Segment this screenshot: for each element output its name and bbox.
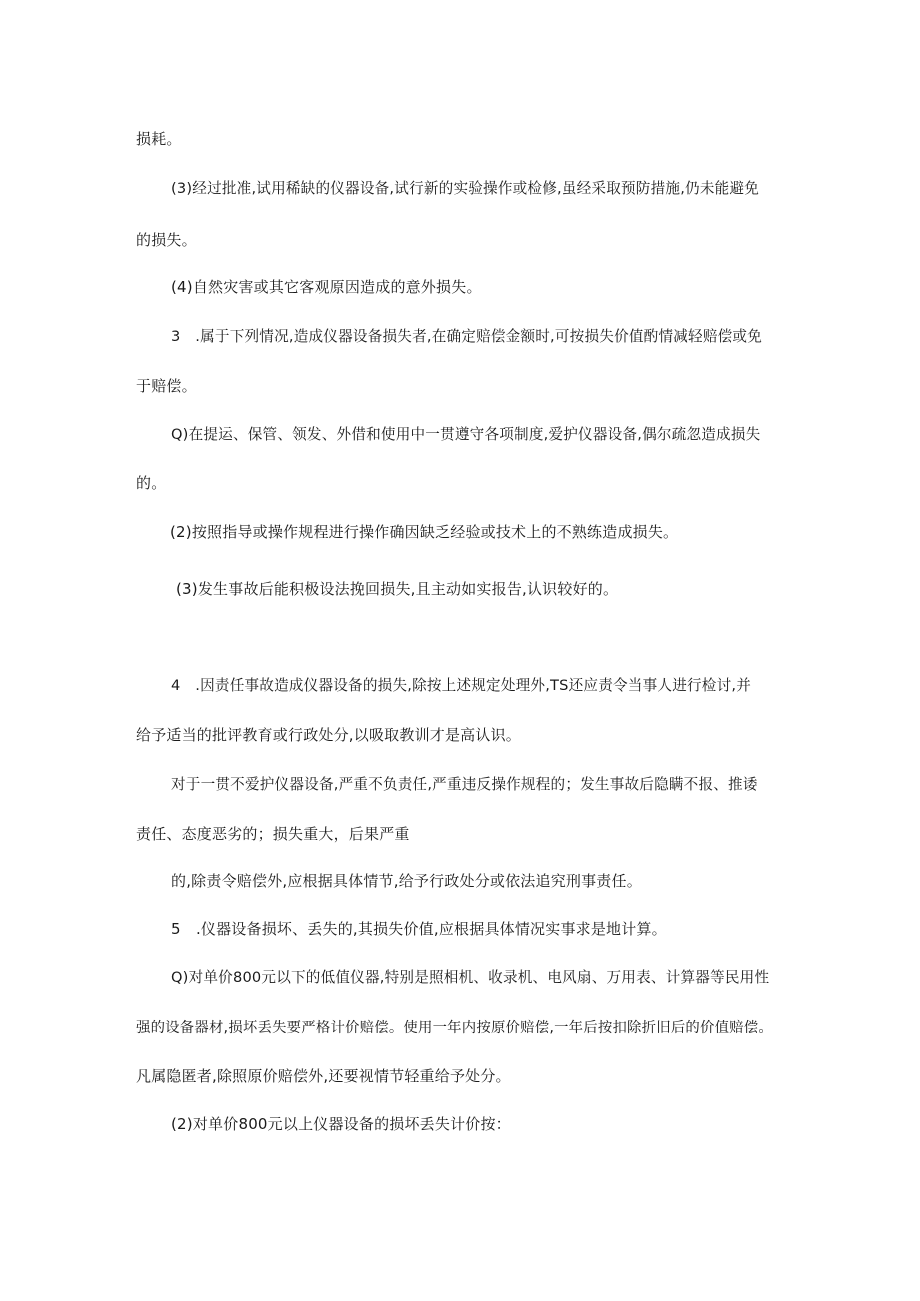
text-line-19: 凡属隐匿者,除照原价赔偿外,还要视情节轻重给予处分。	[136, 1067, 511, 1085]
text-line-20: (2)对单价800元以上仪器设备的损坏丢失计价按：	[171, 1115, 511, 1133]
text-line-15: 的,除责令赔偿外,应根据具体情节,给予行政处分或依法追究刑事责任。	[171, 872, 642, 890]
text-line-6: 于赔偿。	[136, 377, 197, 395]
text-line-16: 5 .仪器设备损坏、丢失的,其损失价值,应根据具体情况实事求是地计算。	[171, 920, 667, 938]
text-line-5: 3 .属于下列情况,造成仪器设备损失者,在确定赔偿金额时,可按损失价值酌情减轻赔偿或免	[171, 328, 763, 345]
text-line-18: 强的设备器材,损坏丢失要严格计价赔偿。使用一年内按原价赔偿,一年后按扣除折旧后的价值赔偿。	[136, 1020, 773, 1036]
text-line-3: 的损失。	[136, 231, 197, 249]
text-line-2: (3)经过批准,试用稀缺的仪器设备,试行新的实验操作或检修,虽经采取预防措施,仍未能避免	[171, 180, 759, 197]
text-line-1: 损耗。	[136, 130, 182, 148]
text-line-11: 4 .因责任事故造成仪器设备的损失,除按上述规定处理外,TS还应责令当事人进行检讨,并	[171, 677, 751, 694]
text-line-17: Q)对单价800元以下的低值仪器,特别是照相机、收录机、电风扇、万用表、计算器等民用性	[171, 969, 770, 986]
text-line-7: Q)在提运、保管、领发、外借和使用中一贯遵守各项制度,爱护仪器设备,偶尔疏忽造成损失	[171, 426, 761, 443]
text-line-4: (4)自然灾害或其它客观原因造成的意外损失。	[171, 278, 482, 296]
text-line-14: 责任、态度恶劣的；损失重大，后果严重	[136, 825, 410, 843]
text-line-13: 对于一贯不爱护仪器设备,严重不负责任,严重违反操作规程的；发生事故后隐瞒不报、推诿	[171, 776, 758, 793]
text-line-10: (3)发生事故后能积极设法挽回损失,且主动如实报告,认识较好的。	[176, 580, 619, 598]
text-line-9: (2)按照指导或操作规程进行操作确因缺乏经验或技术上的不熟练造成损失。	[170, 523, 679, 541]
text-line-8: 的。	[136, 474, 167, 492]
text-line-12: 给予适当的批评教育或行政处分,以吸取教训才是高认识。	[136, 726, 521, 744]
